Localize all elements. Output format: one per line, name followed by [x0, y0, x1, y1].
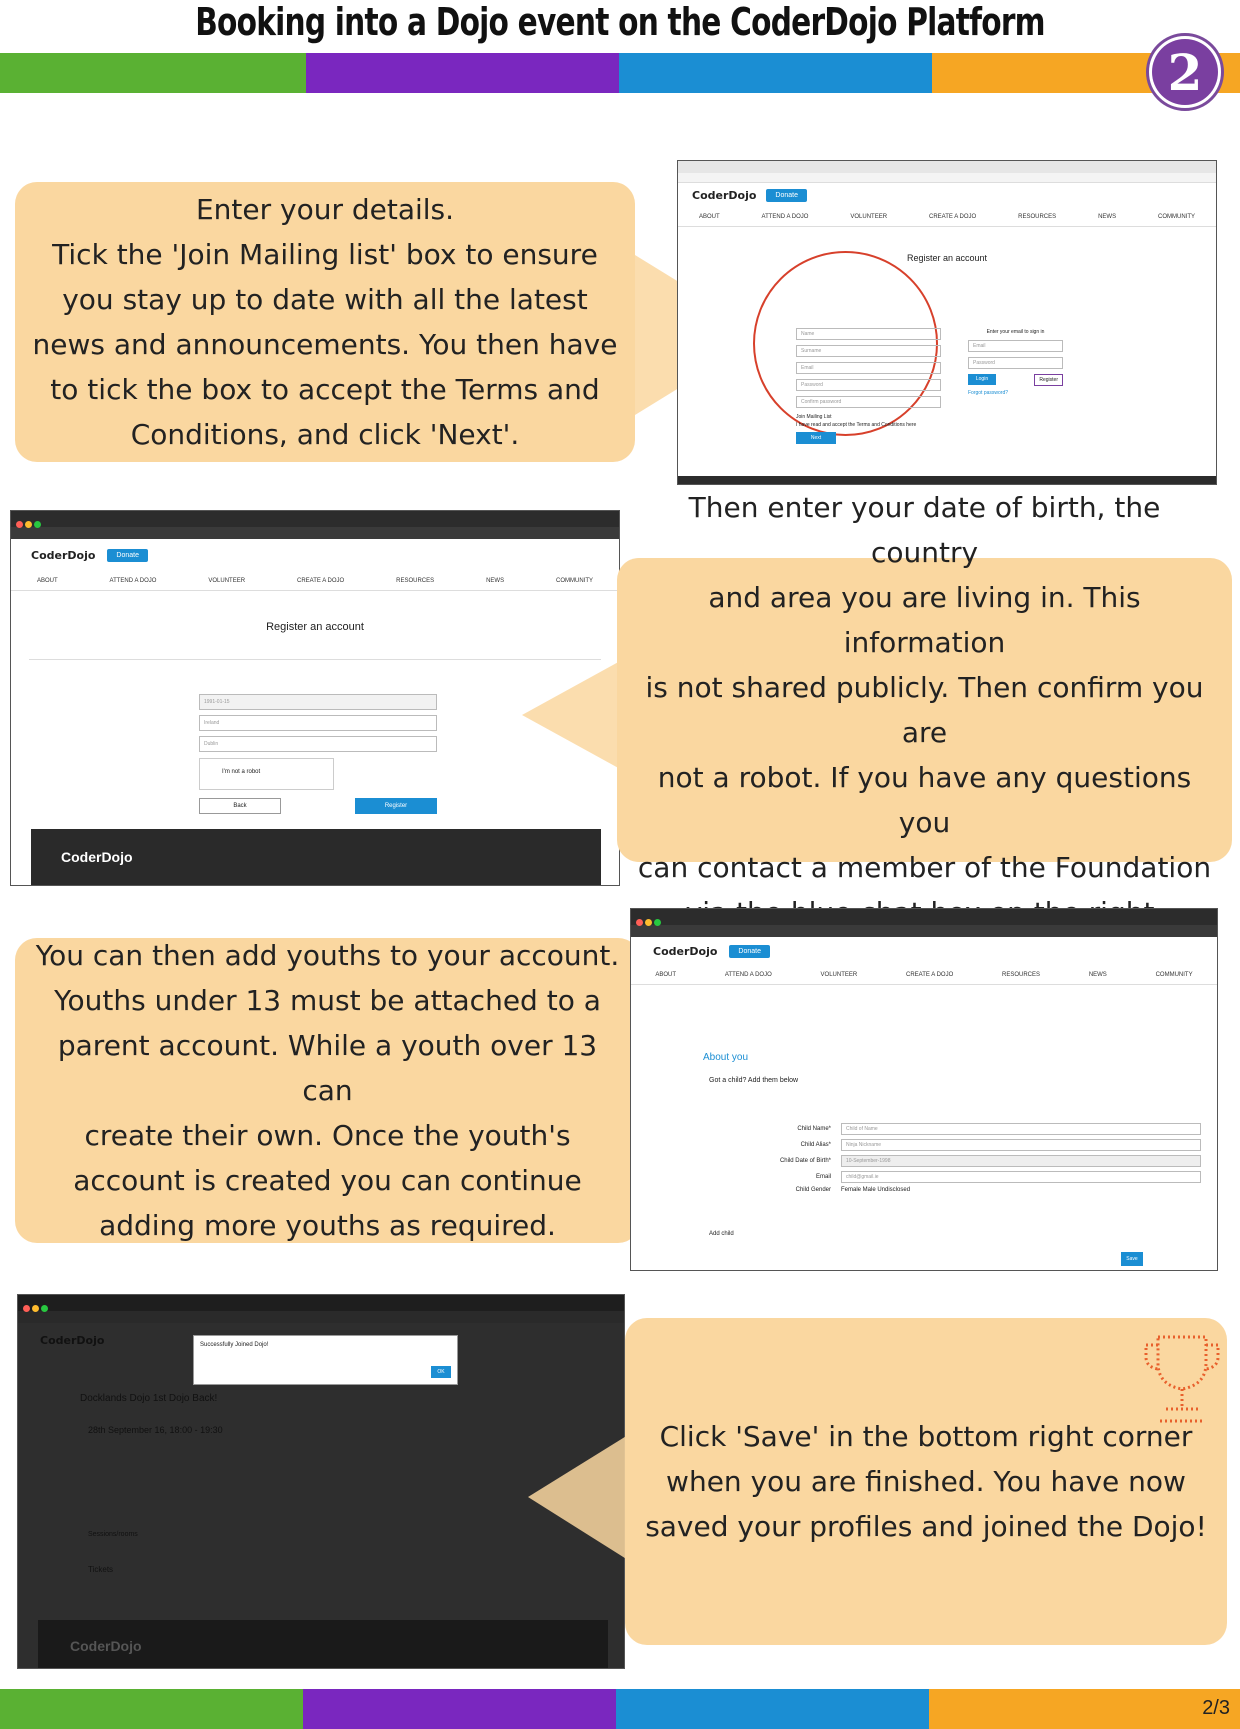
screenshot-add-youths: CoderDojo Donate ABOUT ATTEND A DOJO VOLUNTEER CREATE A DOJO RESOURCES NEWS COMMUNITY About you Got a child? Add them below Child Name* Child of Name Child Alias* Ninja Nickname Child Date of Birth* 10-September-1998 Email child@gmail.ie Child Gender Female Male Undisclosed Add child Save	[630, 908, 1218, 1271]
success-dialog: Successfully Joined Dojo! OK	[193, 1335, 458, 1385]
pointer-triangle	[528, 1435, 628, 1560]
step-4-text: Click 'Save' in the bottom right corner when you are finished. You have now saved your profiles and joined the Dojo!	[625, 1318, 1227, 1645]
save-button[interactable]: Save	[1121, 1252, 1143, 1266]
step-number-badge	[1146, 33, 1224, 111]
ok-button[interactable]: OK	[431, 1366, 451, 1378]
screenshot-joined-dojo: CoderDojo Successfully Joined Dojo! OK Docklands Dojo 1st Dojo Back! 28th September 16, 18:00 - 19:30 Sessions/rooms Tickets CoderDojo	[17, 1294, 625, 1669]
screenshot-register-details: CoderDojo Donate ABOUT ATTEND A DOJO VOLUNTEER CREATE A DOJO RESOURCES NEWS COMMUNITY Register an account Name Surname Email Password Confirm password Join Mailing List I have read and accept the Terms and Conditions here Next Enter your email to sign in Email Password Login Register Forgot password?	[677, 160, 1217, 485]
next-button[interactable]: Next	[796, 432, 836, 444]
step-number: 2	[1152, 39, 1218, 105]
screenshot-register-dob: CoderDojo Donate ABOUT ATTEND A DOJO VOLUNTEER CREATE A DOJO RESOURCES NEWS COMMUNITY Register an account 1991-01-15 Ireland Dublin I'm not a robot Back Register CoderDojo	[10, 510, 620, 886]
bottom-color-stripe	[0, 1689, 1240, 1729]
step-3-text: You can then add youths to your account. Youths under 13 must be attached to a parent account. While a youth over 13 can create their own. Once the youth's account is created you can continue adding more youths as required.	[15, 938, 640, 1243]
top-color-stripe	[0, 53, 1240, 93]
page-title: Booking into a Dojo event on the CoderDojo Platform	[195, 0, 1045, 44]
trophy-icon	[1142, 1333, 1222, 1425]
register-heading: Register an account	[906, 253, 988, 263]
coderdojo-logo: CoderDojo	[692, 189, 757, 202]
nav-bar: ABOUT ATTEND A DOJO VOLUNTEER CREATE A DOJO RESOURCES NEWS COMMUNITY	[678, 208, 1216, 227]
step-2-text: Then enter your date of birth, the country and area you are living in. This information is not shared publicly. Then confirm you are not a robot. If you have any questions you can contact a member of the Foundation	[617, 558, 1232, 862]
page-number: 2/3	[1202, 1697, 1230, 1719]
pointer-triangle	[522, 660, 622, 770]
step-1-text: Enter your details. Tick the 'Join Mailing list' box to ensure you stay up to date with all the latest news and announcements. You then have to tick the box to accept the Terms and Conditions, and click 'Next'.	[15, 182, 635, 462]
captcha-checkbox[interactable]: I'm not a robot	[199, 758, 334, 790]
donate-button[interactable]: Donate	[766, 189, 807, 202]
